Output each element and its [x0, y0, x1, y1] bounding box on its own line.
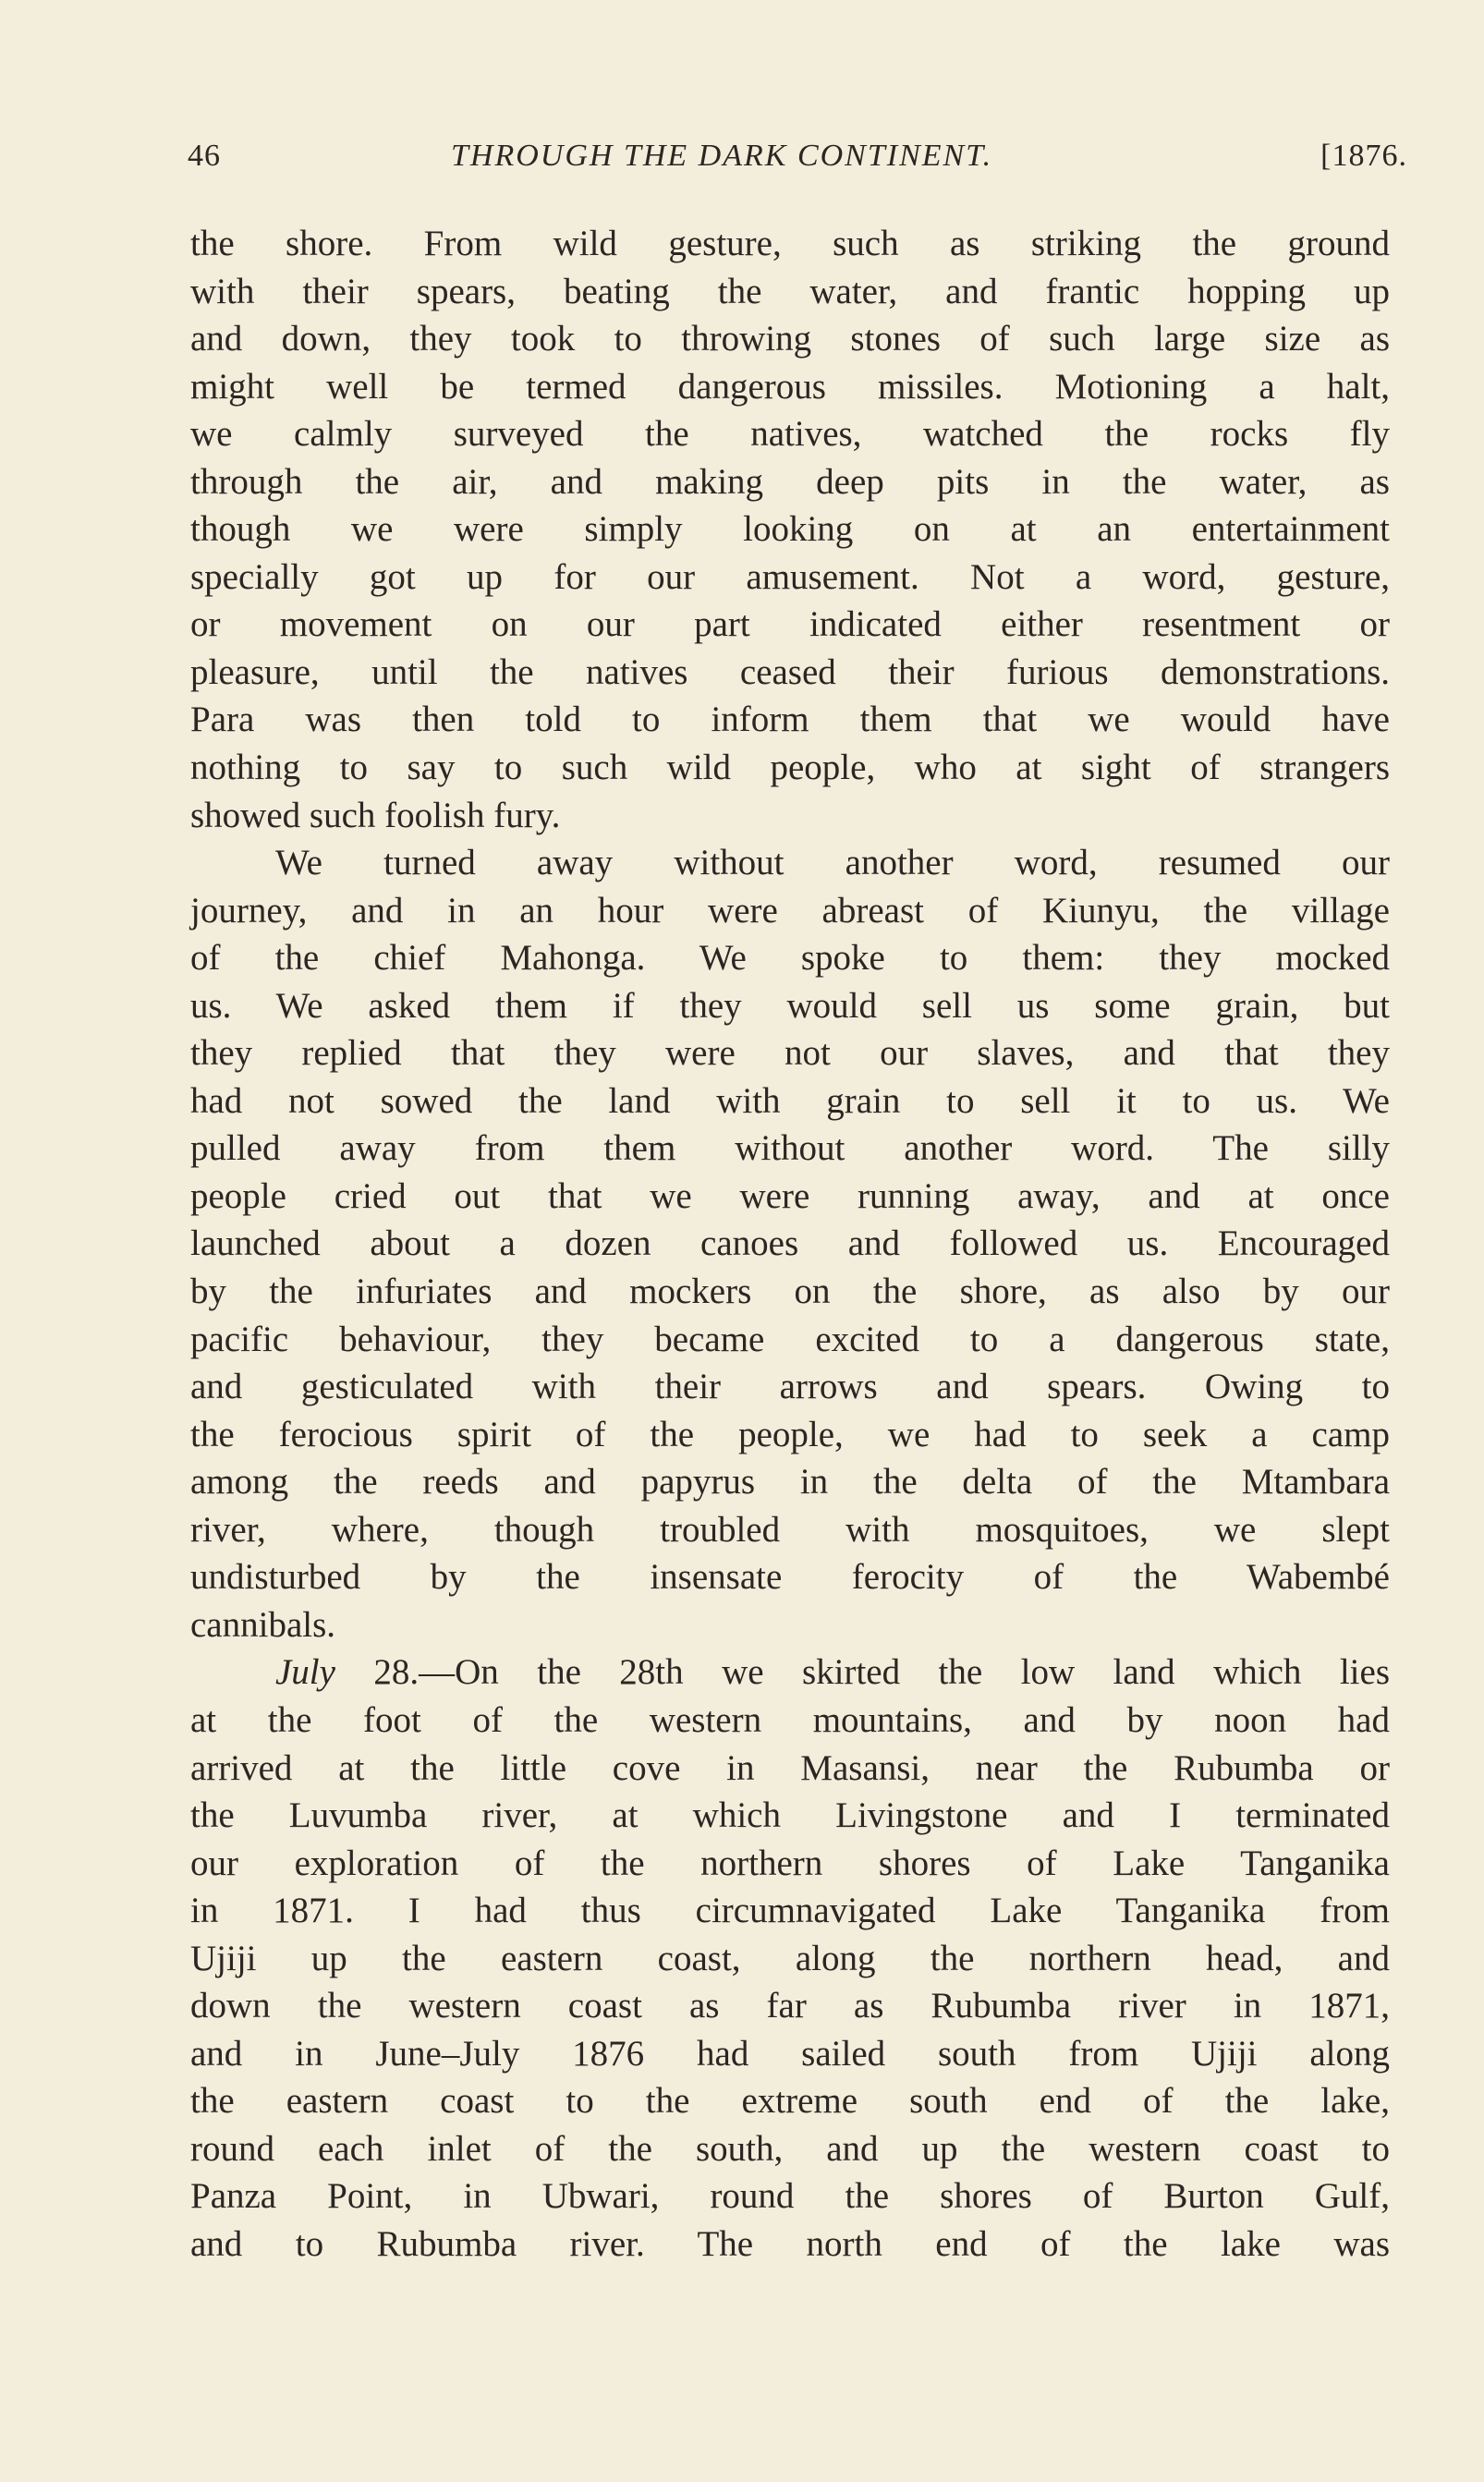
text-line: specially got up for our amusement. Not a word, gesture,: [190, 556, 1390, 597]
page-header: [188, 139, 1407, 194]
text-line: launched about a dozen canoes and followed us. Encouraged: [190, 1223, 1390, 1264]
text-line: the eastern coast to the extreme south end of the lake,: [190, 2081, 1390, 2122]
text-line: pacific behaviour, they became excited to a dangerous state,: [190, 1319, 1390, 1359]
text-line: or movement on our part indicated either resentment or: [190, 604, 1390, 645]
text-line: might well be termed dangerous missiles. Motioning a halt,: [190, 366, 1390, 407]
text-line: pulled away from them without another word. The silly: [190, 1128, 1390, 1169]
text-line: We turned away without another word, resumed our: [275, 843, 1390, 883]
text-line: the Luvumba river, at which Livingstone and I terminated: [190, 1795, 1390, 1836]
text-line: our exploration of the northern shores of Lake Tanganika: [190, 1843, 1390, 1883]
text-line: Para was then told to inform them that we would have: [190, 700, 1390, 740]
text-line: round each inlet of the south, and up the western coast to: [190, 2128, 1390, 2169]
text-line: though we were simply looking on at an entertainment: [190, 509, 1390, 550]
text-line: the ferocious spirit of the people, we had to seek a camp: [190, 1414, 1390, 1454]
text-line: arrived at the little cove in Masansi, near the Rubumba or: [190, 1747, 1390, 1788]
text-line: by the infuriates and mockers on the shore, as also by our: [190, 1271, 1390, 1312]
text-line: through the air, and making deep pits in the water, as: [190, 461, 1390, 502]
header-year: [1876.: [1320, 139, 1407, 173]
text-line: Panza Point, in Ubwari, round the shores of Burton Gulf,: [190, 2176, 1390, 2217]
text-line: we calmly surveyed the natives, watched the rocks fly: [190, 414, 1390, 455]
text-line: undisturbed by the insensate ferocity of the Wabembé: [190, 1557, 1390, 1598]
text-line: they replied that they were not our slaves, and that they: [190, 1033, 1390, 1074]
text-line: people cried out that we were running away, and at once: [190, 1175, 1390, 1216]
text-line: and in June–July 1876 had sailed south from Ujiji along: [190, 2033, 1390, 2074]
text-line: down the western coast as far as Rubumba river in 1871,: [190, 1986, 1390, 2026]
text-line: and gesticulated with their arrows and spears. Owing to: [190, 1367, 1390, 1407]
text-line: of the chief Mahonga. We spoke to them: they mocked: [190, 938, 1390, 979]
text-line: river, where, though troubled with mosquitoes, we slept: [190, 1509, 1390, 1550]
text-line: us. We asked them if they would sell us some grain, but: [190, 985, 1390, 1026]
text-line: the shore. From wild gesture, such as striking the ground: [190, 224, 1390, 263]
text-line: showed such foolish fury.: [190, 795, 561, 835]
date-label: July: [275, 1652, 335, 1693]
body-text: [190, 220, 1390, 2269]
text-line: Ujiji up the eastern coast, along the northern head, and: [190, 1938, 1390, 1978]
text-line: and to Rubumba river. The north end of the lake was: [190, 2223, 1390, 2264]
text-line: with their spears, beating the water, and frantic hopping up: [190, 271, 1390, 311]
text-line: nothing to say to such wild people, who at sight of strangers: [190, 748, 1390, 788]
text-line: among the reeds and papyrus in the delta of the Mtambara: [190, 1462, 1390, 1503]
text-line-dated: [190, 1649, 1390, 1697]
text-line-rest: 28.—On the 28th we skirted the low land which lies: [335, 1652, 1390, 1693]
text-line: had not sowed the land with grain to sell it to us. We: [190, 1080, 1390, 1121]
text-line: and down, they took to throwing stones of such large size as: [190, 319, 1390, 359]
running-title: THROUGH THE DARK CONTINENT.: [451, 139, 993, 173]
text-line: in 1871. I had thus circumnavigated Lake Tanganika from: [190, 1891, 1390, 1931]
text-line: pleasure, until the natives ceased their furious demonstrations.: [190, 651, 1390, 692]
text-line: at the foot of the western mountains, and by noon had: [190, 1699, 1390, 1740]
text-line: cannibals.: [190, 1604, 336, 1645]
text-line: journey, and in an hour were abreast of Kiunyu, the village: [190, 890, 1390, 931]
page-number: 46: [188, 139, 221, 173]
